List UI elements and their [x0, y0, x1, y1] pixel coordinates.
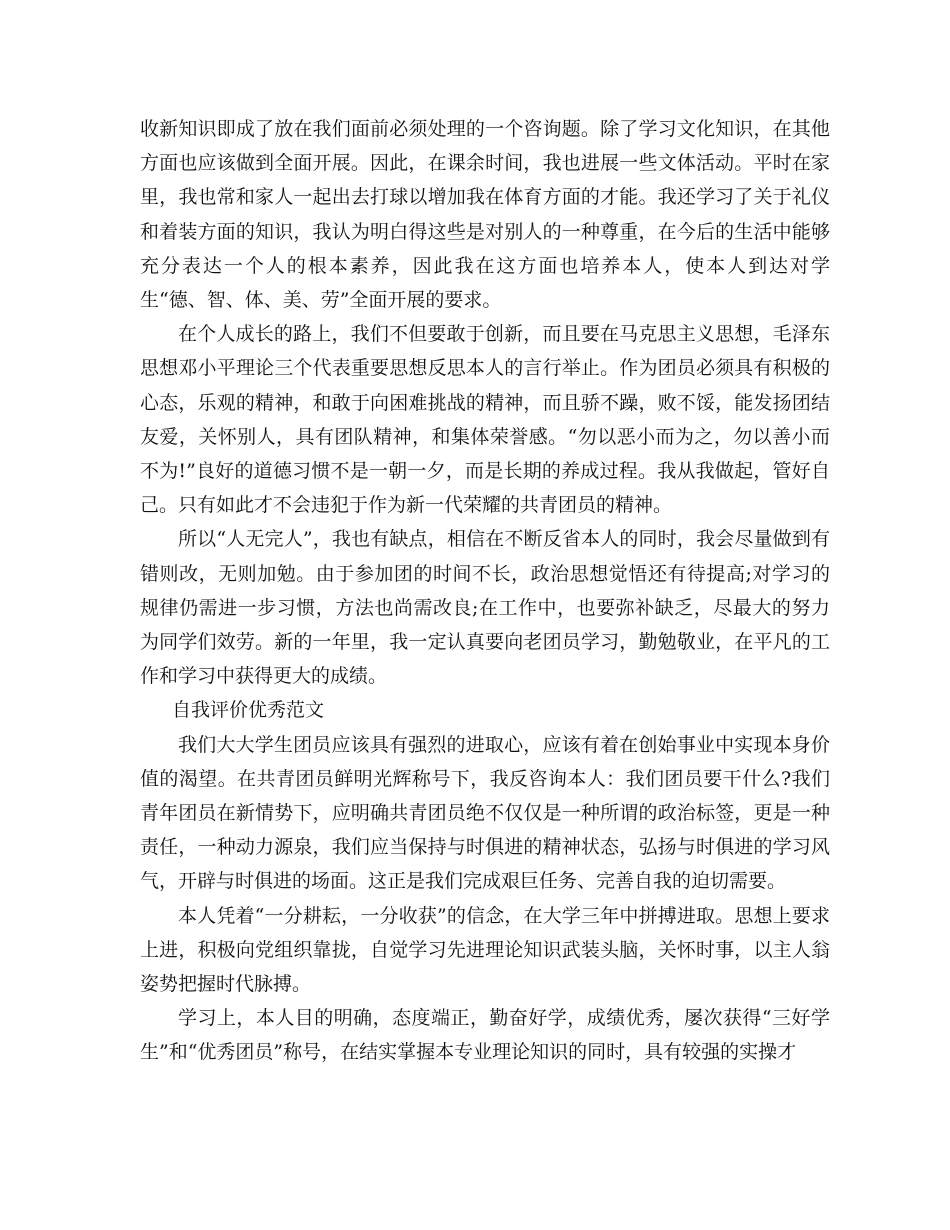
document-body	[140, 112, 830, 1070]
paragraph-study: 学习上，本人目的明确，态度端正，勤奋好学，成绩优秀，屡次获得“三好学生”和“优秀团员”称号，在结实掌握本专业理论知识的同时，具有较强的实操才	[140, 1007, 830, 1064]
paragraph-shortcomings: 所以“人无完人”，我也有缺点，相信在不断反省本人的同时，我会尽量做到有错则改，无则加勉。由于参加团的时间不长，政治思想觉悟还有待提高;对学习的规律仍需进一步习惯，方法也尚需改良;在工作中，也要弥补缺乏，尽最大的努力为同学们效劳。新的一年里，我一定认真要向老团员学习，勤勉敬业，在平凡的工作和学习中获得更大的成绩。	[140, 528, 830, 688]
paragraph-personal-growth: 在个人成长的路上，我们不但要敢于创新，而且要在马克思主义思想，毛泽东思想邓小平理论三个代表重要思想反思本人的言行举止。作为团员必须具有积极的心态，乐观的精神，和敢于向困难挑战的精神，而且骄不躁，败不馁，能发扬团结友爱，关怀别人，具有团队精神，和集体荣誉感。“勿以恶小而为之，勿以善小而不为!”良好的道德习惯不是一朝一夕，而是长期的养成过程。我从我做起，管好自己。只有如此才不会违犯于作为新一代荣耀的共青团员的精神。	[140, 323, 830, 517]
section-heading: 自我评价优秀范文	[172, 699, 325, 722]
paragraph-belief: 本人凭着“一分耕耘，一分收获”的信念，在大学三年中拼搏进取。思想上要求上进，积极向党组织靠拢，自觉学习先进理论知识武装头脑，关怀时事，以主人翁姿势把握时代脉搏。	[140, 904, 830, 996]
paragraph-league-member-ambition: 我们大大学生团员应该具有强烈的进取心，应该有着在创始事业中实现本身价值的渴望。在共青团员鲜明光辉称号下，我反咨询本人：我们团员要干什么?我们青年团员在新情势下，应明确共青团员绝不仅仅是一种所谓的政治标签，更是一种责任，一种动力源泉，我们应当保持与时俱进的精神状态，弘扬与时俱进的学习风气，开辟与时俱进的场面。这正是我们完成艰巨任务、完善自我的迫切需要。	[140, 733, 830, 893]
paragraph-cultural-activities: 收新知识即成了放在我们面前必须处理的一个咨询题。除了学习文化知识，在其他方面也应该做到全面开展。因此，在课余时间，我也进展一些文体活动。平时在家里，我也常和家人一起出去打球以增加我在体育方面的才能。我还学习了关于礼仪和着装方面的知识，我认为明白得这些是对别人的一种尊重，在今后的生活中能够充分表达一个人的根本素养，因此我在这方面也培养本人，使本人到达对学生“德、智、体、美、劳”全面开展的要求。	[140, 118, 830, 312]
